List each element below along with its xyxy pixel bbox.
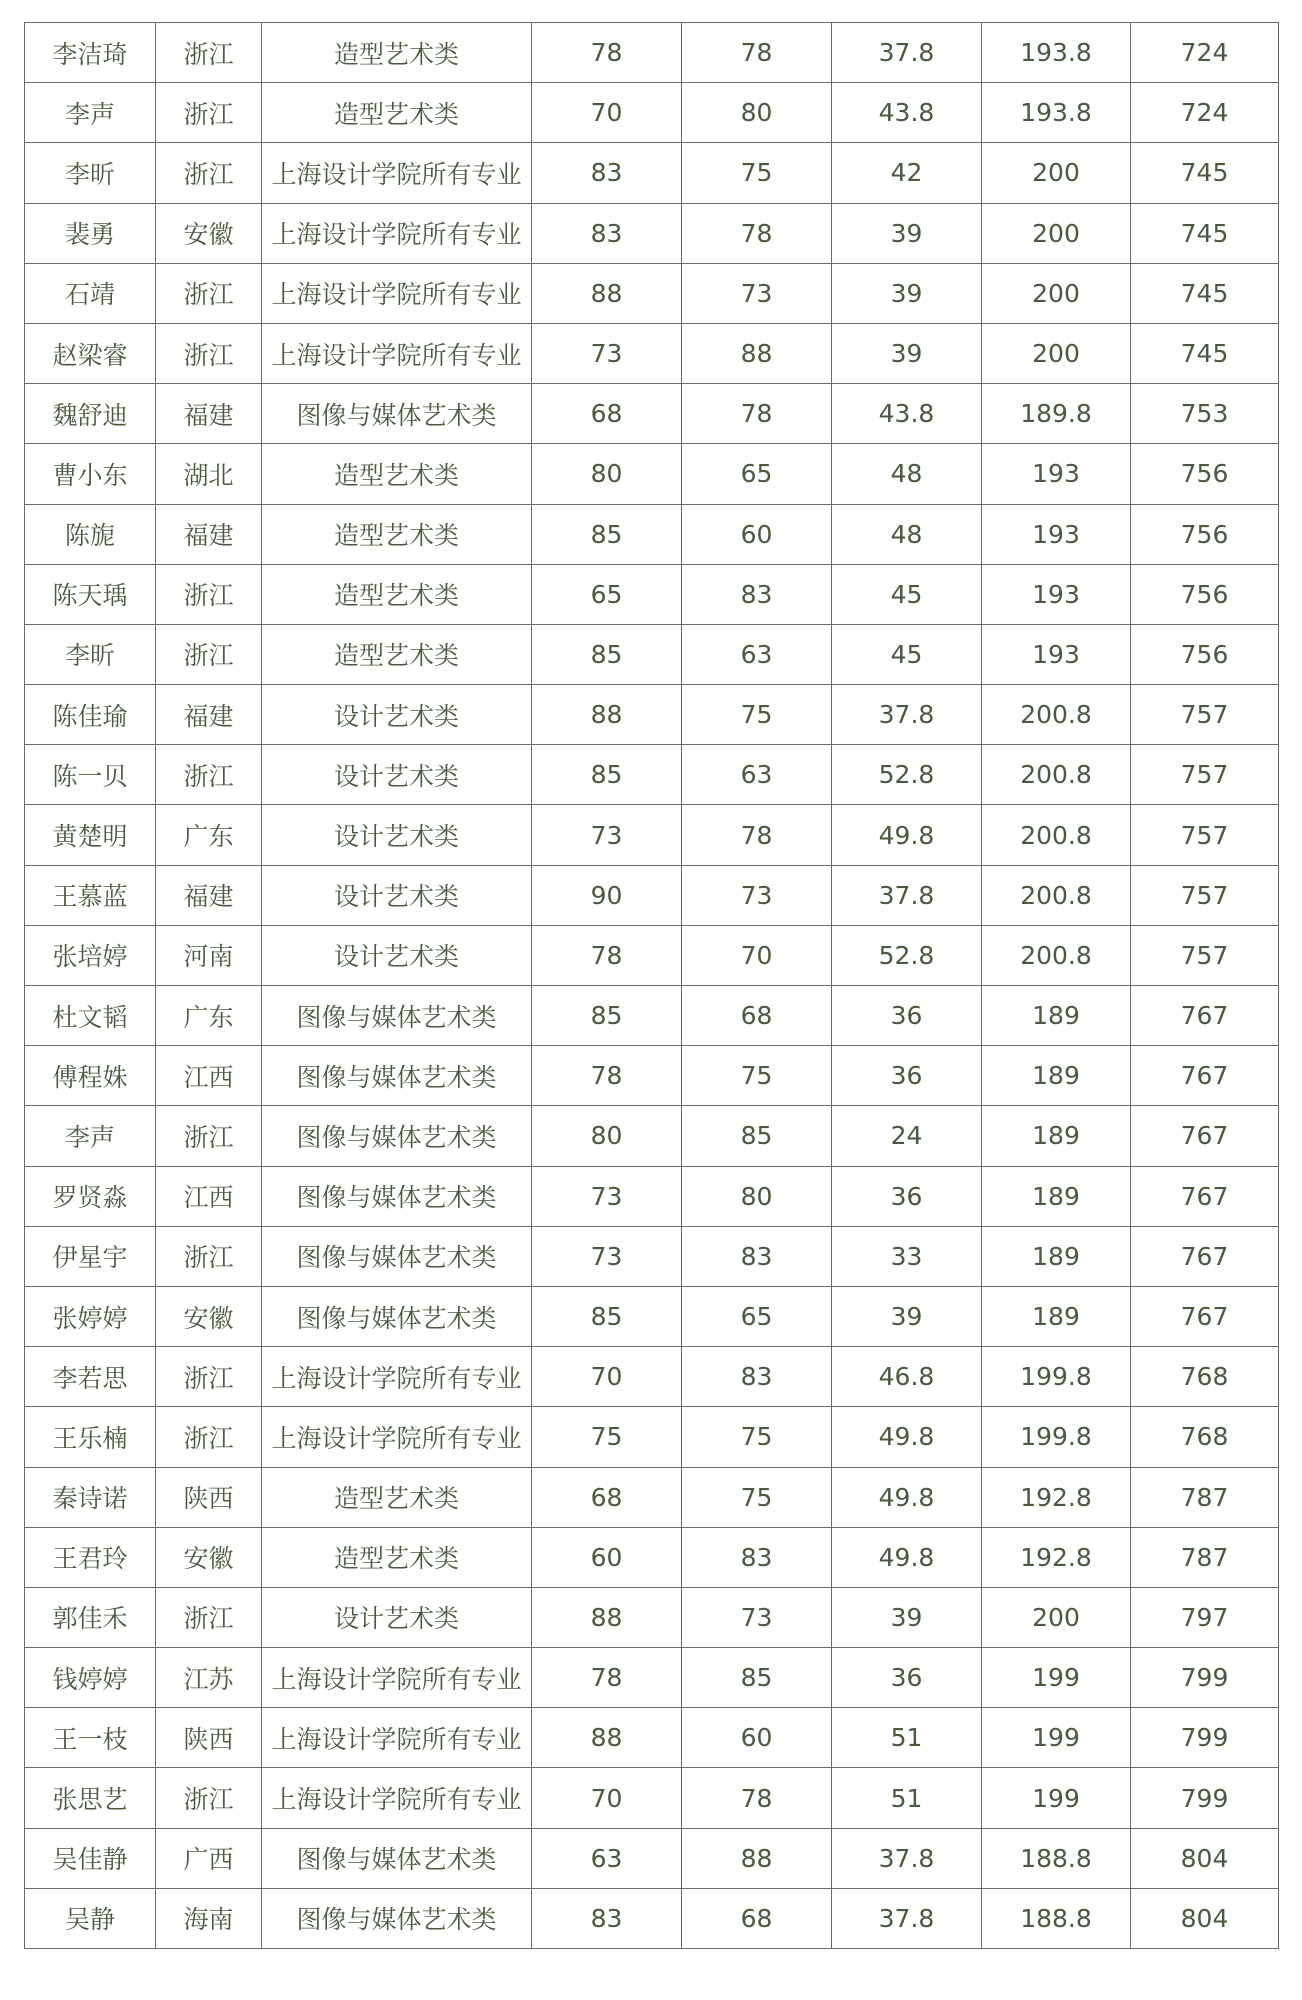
name-cell: 赵梁睿 — [25, 323, 156, 383]
score-1-cell: 83 — [532, 203, 682, 263]
table-row — [25, 1888, 1279, 1948]
table-row — [25, 865, 1279, 925]
name-cell: 李昕 — [25, 143, 156, 203]
total-cell: 199.8 — [982, 1407, 1131, 1467]
score-1-cell: 68 — [532, 1467, 682, 1527]
score-1-cell: 80 — [532, 1106, 682, 1166]
table-row — [25, 925, 1279, 985]
province-cell: 江西 — [156, 1166, 262, 1226]
rank-cell: 767 — [1131, 1166, 1279, 1226]
category-cell: 图像与媒体艺术类 — [262, 1106, 532, 1166]
name-cell: 李声 — [25, 1106, 156, 1166]
total-cell: 193 — [982, 504, 1131, 564]
score-2-cell: 83 — [682, 1226, 832, 1286]
table-row — [25, 1708, 1279, 1768]
table-row — [25, 384, 1279, 444]
score-1-cell: 85 — [532, 745, 682, 805]
score-3-cell: 36 — [832, 986, 982, 1046]
province-cell: 湖北 — [156, 444, 262, 504]
score-3-cell: 51 — [832, 1708, 982, 1768]
score-3-cell: 49.8 — [832, 1467, 982, 1527]
rank-cell: 745 — [1131, 143, 1279, 203]
province-cell: 广西 — [156, 1828, 262, 1888]
name-cell: 曹小东 — [25, 444, 156, 504]
name-cell: 张婷婷 — [25, 1286, 156, 1346]
score-2-cell: 68 — [682, 1888, 832, 1948]
rank-cell: 768 — [1131, 1407, 1279, 1467]
province-cell: 安徽 — [156, 203, 262, 263]
score-3-cell: 37.8 — [832, 865, 982, 925]
score-3-cell: 37.8 — [832, 1888, 982, 1948]
category-cell: 上海设计学院所有专业 — [262, 1768, 532, 1828]
province-cell: 浙江 — [156, 564, 262, 624]
score-3-cell: 51 — [832, 1768, 982, 1828]
rank-cell: 753 — [1131, 384, 1279, 444]
rank-cell: 767 — [1131, 1106, 1279, 1166]
score-1-cell: 60 — [532, 1527, 682, 1587]
score-2-cell: 88 — [682, 323, 832, 383]
score-2-cell: 85 — [682, 1648, 832, 1708]
province-cell: 浙江 — [156, 1768, 262, 1828]
total-cell: 200 — [982, 323, 1131, 383]
score-2-cell: 80 — [682, 1166, 832, 1226]
score-3-cell: 46.8 — [832, 1347, 982, 1407]
category-cell: 上海设计学院所有专业 — [262, 1407, 532, 1467]
score-1-cell: 78 — [532, 925, 682, 985]
total-cell: 192.8 — [982, 1467, 1131, 1527]
province-cell: 浙江 — [156, 323, 262, 383]
table-row — [25, 1286, 1279, 1346]
table-row — [25, 986, 1279, 1046]
score-2-cell: 80 — [682, 83, 832, 143]
total-cell: 188.8 — [982, 1888, 1131, 1948]
province-cell: 安徽 — [156, 1286, 262, 1346]
category-cell: 设计艺术类 — [262, 745, 532, 805]
rank-cell: 757 — [1131, 745, 1279, 805]
score-1-cell: 78 — [532, 23, 682, 83]
province-cell: 陕西 — [156, 1467, 262, 1527]
name-cell: 陈天瑀 — [25, 564, 156, 624]
name-cell: 秦诗诺 — [25, 1467, 156, 1527]
score-1-cell: 83 — [532, 143, 682, 203]
total-cell: 193 — [982, 624, 1131, 684]
score-1-cell: 75 — [532, 1407, 682, 1467]
score-2-cell: 68 — [682, 986, 832, 1046]
category-cell: 造型艺术类 — [262, 504, 532, 564]
province-cell: 江西 — [156, 1046, 262, 1106]
table-row — [25, 1587, 1279, 1647]
rank-cell: 745 — [1131, 263, 1279, 323]
score-1-cell: 70 — [532, 1347, 682, 1407]
province-cell: 广东 — [156, 805, 262, 865]
total-cell: 200.8 — [982, 925, 1131, 985]
category-cell: 上海设计学院所有专业 — [262, 1708, 532, 1768]
category-cell: 设计艺术类 — [262, 925, 532, 985]
score-2-cell: 78 — [682, 384, 832, 444]
score-2-cell: 88 — [682, 1828, 832, 1888]
rank-cell: 756 — [1131, 564, 1279, 624]
province-cell: 福建 — [156, 384, 262, 444]
name-cell: 裴勇 — [25, 203, 156, 263]
score-table-body — [25, 23, 1279, 1949]
score-2-cell: 75 — [682, 685, 832, 745]
table-row — [25, 805, 1279, 865]
name-cell: 傅程姝 — [25, 1046, 156, 1106]
total-cell: 200 — [982, 143, 1131, 203]
score-2-cell: 83 — [682, 1527, 832, 1587]
total-cell: 189 — [982, 986, 1131, 1046]
total-cell: 189 — [982, 1226, 1131, 1286]
province-cell: 浙江 — [156, 23, 262, 83]
score-1-cell: 78 — [532, 1046, 682, 1106]
score-1-cell: 73 — [532, 1166, 682, 1226]
name-cell: 郭佳禾 — [25, 1587, 156, 1647]
score-1-cell: 85 — [532, 504, 682, 564]
province-cell: 河南 — [156, 925, 262, 985]
rank-cell: 756 — [1131, 624, 1279, 684]
total-cell: 189 — [982, 1286, 1131, 1346]
rank-cell: 804 — [1131, 1828, 1279, 1888]
table-row — [25, 1347, 1279, 1407]
category-cell: 图像与媒体艺术类 — [262, 1226, 532, 1286]
name-cell: 李洁琦 — [25, 23, 156, 83]
name-cell: 王君玲 — [25, 1527, 156, 1587]
table-row — [25, 1467, 1279, 1527]
category-cell: 造型艺术类 — [262, 624, 532, 684]
score-1-cell: 73 — [532, 805, 682, 865]
province-cell: 江苏 — [156, 1648, 262, 1708]
rank-cell: 745 — [1131, 323, 1279, 383]
score-3-cell: 49.8 — [832, 1527, 982, 1587]
rank-cell: 804 — [1131, 1888, 1279, 1948]
total-cell: 200.8 — [982, 805, 1131, 865]
total-cell: 189 — [982, 1166, 1131, 1226]
rank-cell: 799 — [1131, 1768, 1279, 1828]
category-cell: 造型艺术类 — [262, 1467, 532, 1527]
total-cell: 189.8 — [982, 384, 1131, 444]
score-1-cell: 70 — [532, 83, 682, 143]
table-row — [25, 1527, 1279, 1587]
total-cell: 189 — [982, 1106, 1131, 1166]
name-cell: 王乐楠 — [25, 1407, 156, 1467]
category-cell: 上海设计学院所有专业 — [262, 1648, 532, 1708]
rank-cell: 767 — [1131, 1286, 1279, 1346]
table-row — [25, 685, 1279, 745]
province-cell: 福建 — [156, 685, 262, 745]
score-1-cell: 78 — [532, 1648, 682, 1708]
score-2-cell: 78 — [682, 203, 832, 263]
rank-cell: 757 — [1131, 685, 1279, 745]
score-3-cell: 39 — [832, 263, 982, 323]
name-cell: 伊星宇 — [25, 1226, 156, 1286]
name-cell: 罗贤淼 — [25, 1166, 156, 1226]
score-3-cell: 45 — [832, 564, 982, 624]
name-cell: 陈佳瑜 — [25, 685, 156, 745]
score-3-cell: 48 — [832, 444, 982, 504]
category-cell: 造型艺术类 — [262, 1527, 532, 1587]
score-2-cell: 60 — [682, 504, 832, 564]
score-2-cell: 60 — [682, 1708, 832, 1768]
score-2-cell: 73 — [682, 1587, 832, 1647]
score-1-cell: 73 — [532, 1226, 682, 1286]
category-cell: 上海设计学院所有专业 — [262, 203, 532, 263]
table-row — [25, 564, 1279, 624]
rank-cell: 756 — [1131, 504, 1279, 564]
score-2-cell: 75 — [682, 1467, 832, 1527]
table-row — [25, 745, 1279, 805]
score-3-cell: 39 — [832, 1587, 982, 1647]
total-cell: 200.8 — [982, 865, 1131, 925]
score-1-cell: 88 — [532, 1708, 682, 1768]
name-cell: 杜文韬 — [25, 986, 156, 1046]
category-cell: 上海设计学院所有专业 — [262, 1347, 532, 1407]
table-row — [25, 1407, 1279, 1467]
category-cell: 图像与媒体艺术类 — [262, 1828, 532, 1888]
total-cell: 192.8 — [982, 1527, 1131, 1587]
rank-cell: 767 — [1131, 1226, 1279, 1286]
score-3-cell: 37.8 — [832, 1828, 982, 1888]
score-2-cell: 70 — [682, 925, 832, 985]
name-cell: 吴佳静 — [25, 1828, 156, 1888]
rank-cell: 724 — [1131, 23, 1279, 83]
name-cell: 李昕 — [25, 624, 156, 684]
rank-cell: 799 — [1131, 1708, 1279, 1768]
province-cell: 浙江 — [156, 745, 262, 805]
table-row — [25, 1226, 1279, 1286]
score-1-cell: 70 — [532, 1768, 682, 1828]
score-1-cell: 80 — [532, 444, 682, 504]
rank-cell: 724 — [1131, 83, 1279, 143]
name-cell: 王慕蓝 — [25, 865, 156, 925]
table-row — [25, 1648, 1279, 1708]
score-1-cell: 85 — [532, 624, 682, 684]
name-cell: 钱婷婷 — [25, 1648, 156, 1708]
score-3-cell: 43.8 — [832, 83, 982, 143]
score-3-cell: 36 — [832, 1046, 982, 1106]
total-cell: 188.8 — [982, 1828, 1131, 1888]
province-cell: 浙江 — [156, 624, 262, 684]
name-cell: 张培婷 — [25, 925, 156, 985]
score-3-cell: 24 — [832, 1106, 982, 1166]
total-cell: 200.8 — [982, 745, 1131, 805]
score-3-cell: 52.8 — [832, 925, 982, 985]
score-3-cell: 45 — [832, 624, 982, 684]
score-2-cell: 83 — [682, 564, 832, 624]
table-row — [25, 1828, 1279, 1888]
category-cell: 图像与媒体艺术类 — [262, 1286, 532, 1346]
province-cell: 陕西 — [156, 1708, 262, 1768]
table-row — [25, 323, 1279, 383]
category-cell: 图像与媒体艺术类 — [262, 1888, 532, 1948]
score-2-cell: 83 — [682, 1347, 832, 1407]
category-cell: 造型艺术类 — [262, 23, 532, 83]
category-cell: 设计艺术类 — [262, 685, 532, 745]
rank-cell: 787 — [1131, 1467, 1279, 1527]
rank-cell: 797 — [1131, 1587, 1279, 1647]
total-cell: 199 — [982, 1648, 1131, 1708]
name-cell: 石靖 — [25, 263, 156, 323]
table-row — [25, 23, 1279, 83]
rank-cell: 745 — [1131, 203, 1279, 263]
score-3-cell: 39 — [832, 323, 982, 383]
total-cell: 199.8 — [982, 1347, 1131, 1407]
score-2-cell: 78 — [682, 23, 832, 83]
score-2-cell: 65 — [682, 1286, 832, 1346]
category-cell: 上海设计学院所有专业 — [262, 143, 532, 203]
category-cell: 造型艺术类 — [262, 444, 532, 504]
rank-cell: 756 — [1131, 444, 1279, 504]
category-cell: 上海设计学院所有专业 — [262, 263, 532, 323]
table-row — [25, 444, 1279, 504]
score-1-cell: 88 — [532, 263, 682, 323]
name-cell: 魏舒迪 — [25, 384, 156, 444]
table-row — [25, 263, 1279, 323]
category-cell: 造型艺术类 — [262, 83, 532, 143]
province-cell: 浙江 — [156, 83, 262, 143]
category-cell: 造型艺术类 — [262, 564, 532, 624]
total-cell: 189 — [982, 1046, 1131, 1106]
score-3-cell: 33 — [832, 1226, 982, 1286]
name-cell: 吴静 — [25, 1888, 156, 1948]
table-row — [25, 1166, 1279, 1226]
rank-cell: 768 — [1131, 1347, 1279, 1407]
name-cell: 张思艺 — [25, 1768, 156, 1828]
score-1-cell: 83 — [532, 1888, 682, 1948]
score-3-cell: 39 — [832, 1286, 982, 1346]
table-row — [25, 1046, 1279, 1106]
score-1-cell: 88 — [532, 685, 682, 745]
score-1-cell: 85 — [532, 1286, 682, 1346]
total-cell: 200.8 — [982, 685, 1131, 745]
province-cell: 浙江 — [156, 1347, 262, 1407]
rank-cell: 757 — [1131, 925, 1279, 985]
total-cell: 200 — [982, 1587, 1131, 1647]
province-cell: 浙江 — [156, 1407, 262, 1467]
score-2-cell: 85 — [682, 1106, 832, 1166]
score-3-cell: 48 — [832, 504, 982, 564]
province-cell: 浙江 — [156, 263, 262, 323]
score-1-cell: 68 — [532, 384, 682, 444]
province-cell: 浙江 — [156, 143, 262, 203]
total-cell: 200 — [982, 263, 1131, 323]
province-cell: 广东 — [156, 986, 262, 1046]
name-cell: 陈旎 — [25, 504, 156, 564]
total-cell: 193.8 — [982, 83, 1131, 143]
table-row — [25, 1106, 1279, 1166]
score-1-cell: 63 — [532, 1828, 682, 1888]
score-3-cell: 36 — [832, 1648, 982, 1708]
score-1-cell: 88 — [532, 1587, 682, 1647]
category-cell: 设计艺术类 — [262, 1587, 532, 1647]
province-cell: 浙江 — [156, 1106, 262, 1166]
total-cell: 193 — [982, 444, 1131, 504]
score-3-cell: 37.8 — [832, 685, 982, 745]
rank-cell: 757 — [1131, 865, 1279, 925]
score-2-cell: 63 — [682, 745, 832, 805]
province-cell: 海南 — [156, 1888, 262, 1948]
total-cell: 193 — [982, 564, 1131, 624]
name-cell: 王一枝 — [25, 1708, 156, 1768]
score-table — [24, 22, 1279, 1949]
name-cell: 李声 — [25, 83, 156, 143]
total-cell: 193.8 — [982, 23, 1131, 83]
category-cell: 上海设计学院所有专业 — [262, 323, 532, 383]
province-cell: 福建 — [156, 504, 262, 564]
name-cell: 李若思 — [25, 1347, 156, 1407]
score-3-cell: 49.8 — [832, 805, 982, 865]
name-cell: 黄楚明 — [25, 805, 156, 865]
total-cell: 199 — [982, 1708, 1131, 1768]
score-1-cell: 90 — [532, 865, 682, 925]
table-row — [25, 624, 1279, 684]
province-cell: 福建 — [156, 865, 262, 925]
score-2-cell: 75 — [682, 1046, 832, 1106]
total-cell: 199 — [982, 1768, 1131, 1828]
score-3-cell: 37.8 — [832, 23, 982, 83]
table-row — [25, 1768, 1279, 1828]
score-2-cell: 73 — [682, 865, 832, 925]
score-2-cell: 78 — [682, 1768, 832, 1828]
score-2-cell: 65 — [682, 444, 832, 504]
score-3-cell: 43.8 — [832, 384, 982, 444]
rank-cell: 787 — [1131, 1527, 1279, 1587]
table-row — [25, 203, 1279, 263]
table-row — [25, 504, 1279, 564]
name-cell: 陈一贝 — [25, 745, 156, 805]
score-3-cell: 49.8 — [832, 1407, 982, 1467]
score-1-cell: 73 — [532, 323, 682, 383]
score-1-cell: 85 — [532, 986, 682, 1046]
rank-cell: 767 — [1131, 1046, 1279, 1106]
total-cell: 200 — [982, 203, 1131, 263]
rank-cell: 767 — [1131, 986, 1279, 1046]
province-cell: 浙江 — [156, 1226, 262, 1286]
category-cell: 设计艺术类 — [262, 805, 532, 865]
score-3-cell: 52.8 — [832, 745, 982, 805]
score-3-cell: 42 — [832, 143, 982, 203]
table-row — [25, 143, 1279, 203]
province-cell: 安徽 — [156, 1527, 262, 1587]
score-2-cell: 63 — [682, 624, 832, 684]
rank-cell: 757 — [1131, 805, 1279, 865]
category-cell: 设计艺术类 — [262, 865, 532, 925]
score-2-cell: 75 — [682, 1407, 832, 1467]
score-2-cell: 73 — [682, 263, 832, 323]
score-3-cell: 39 — [832, 203, 982, 263]
category-cell: 图像与媒体艺术类 — [262, 1046, 532, 1106]
category-cell: 图像与媒体艺术类 — [262, 1166, 532, 1226]
score-3-cell: 36 — [832, 1166, 982, 1226]
province-cell: 浙江 — [156, 1587, 262, 1647]
category-cell: 图像与媒体艺术类 — [262, 384, 532, 444]
category-cell: 图像与媒体艺术类 — [262, 986, 532, 1046]
score-1-cell: 65 — [532, 564, 682, 624]
score-2-cell: 78 — [682, 805, 832, 865]
rank-cell: 799 — [1131, 1648, 1279, 1708]
table-row — [25, 83, 1279, 143]
score-2-cell: 75 — [682, 143, 832, 203]
